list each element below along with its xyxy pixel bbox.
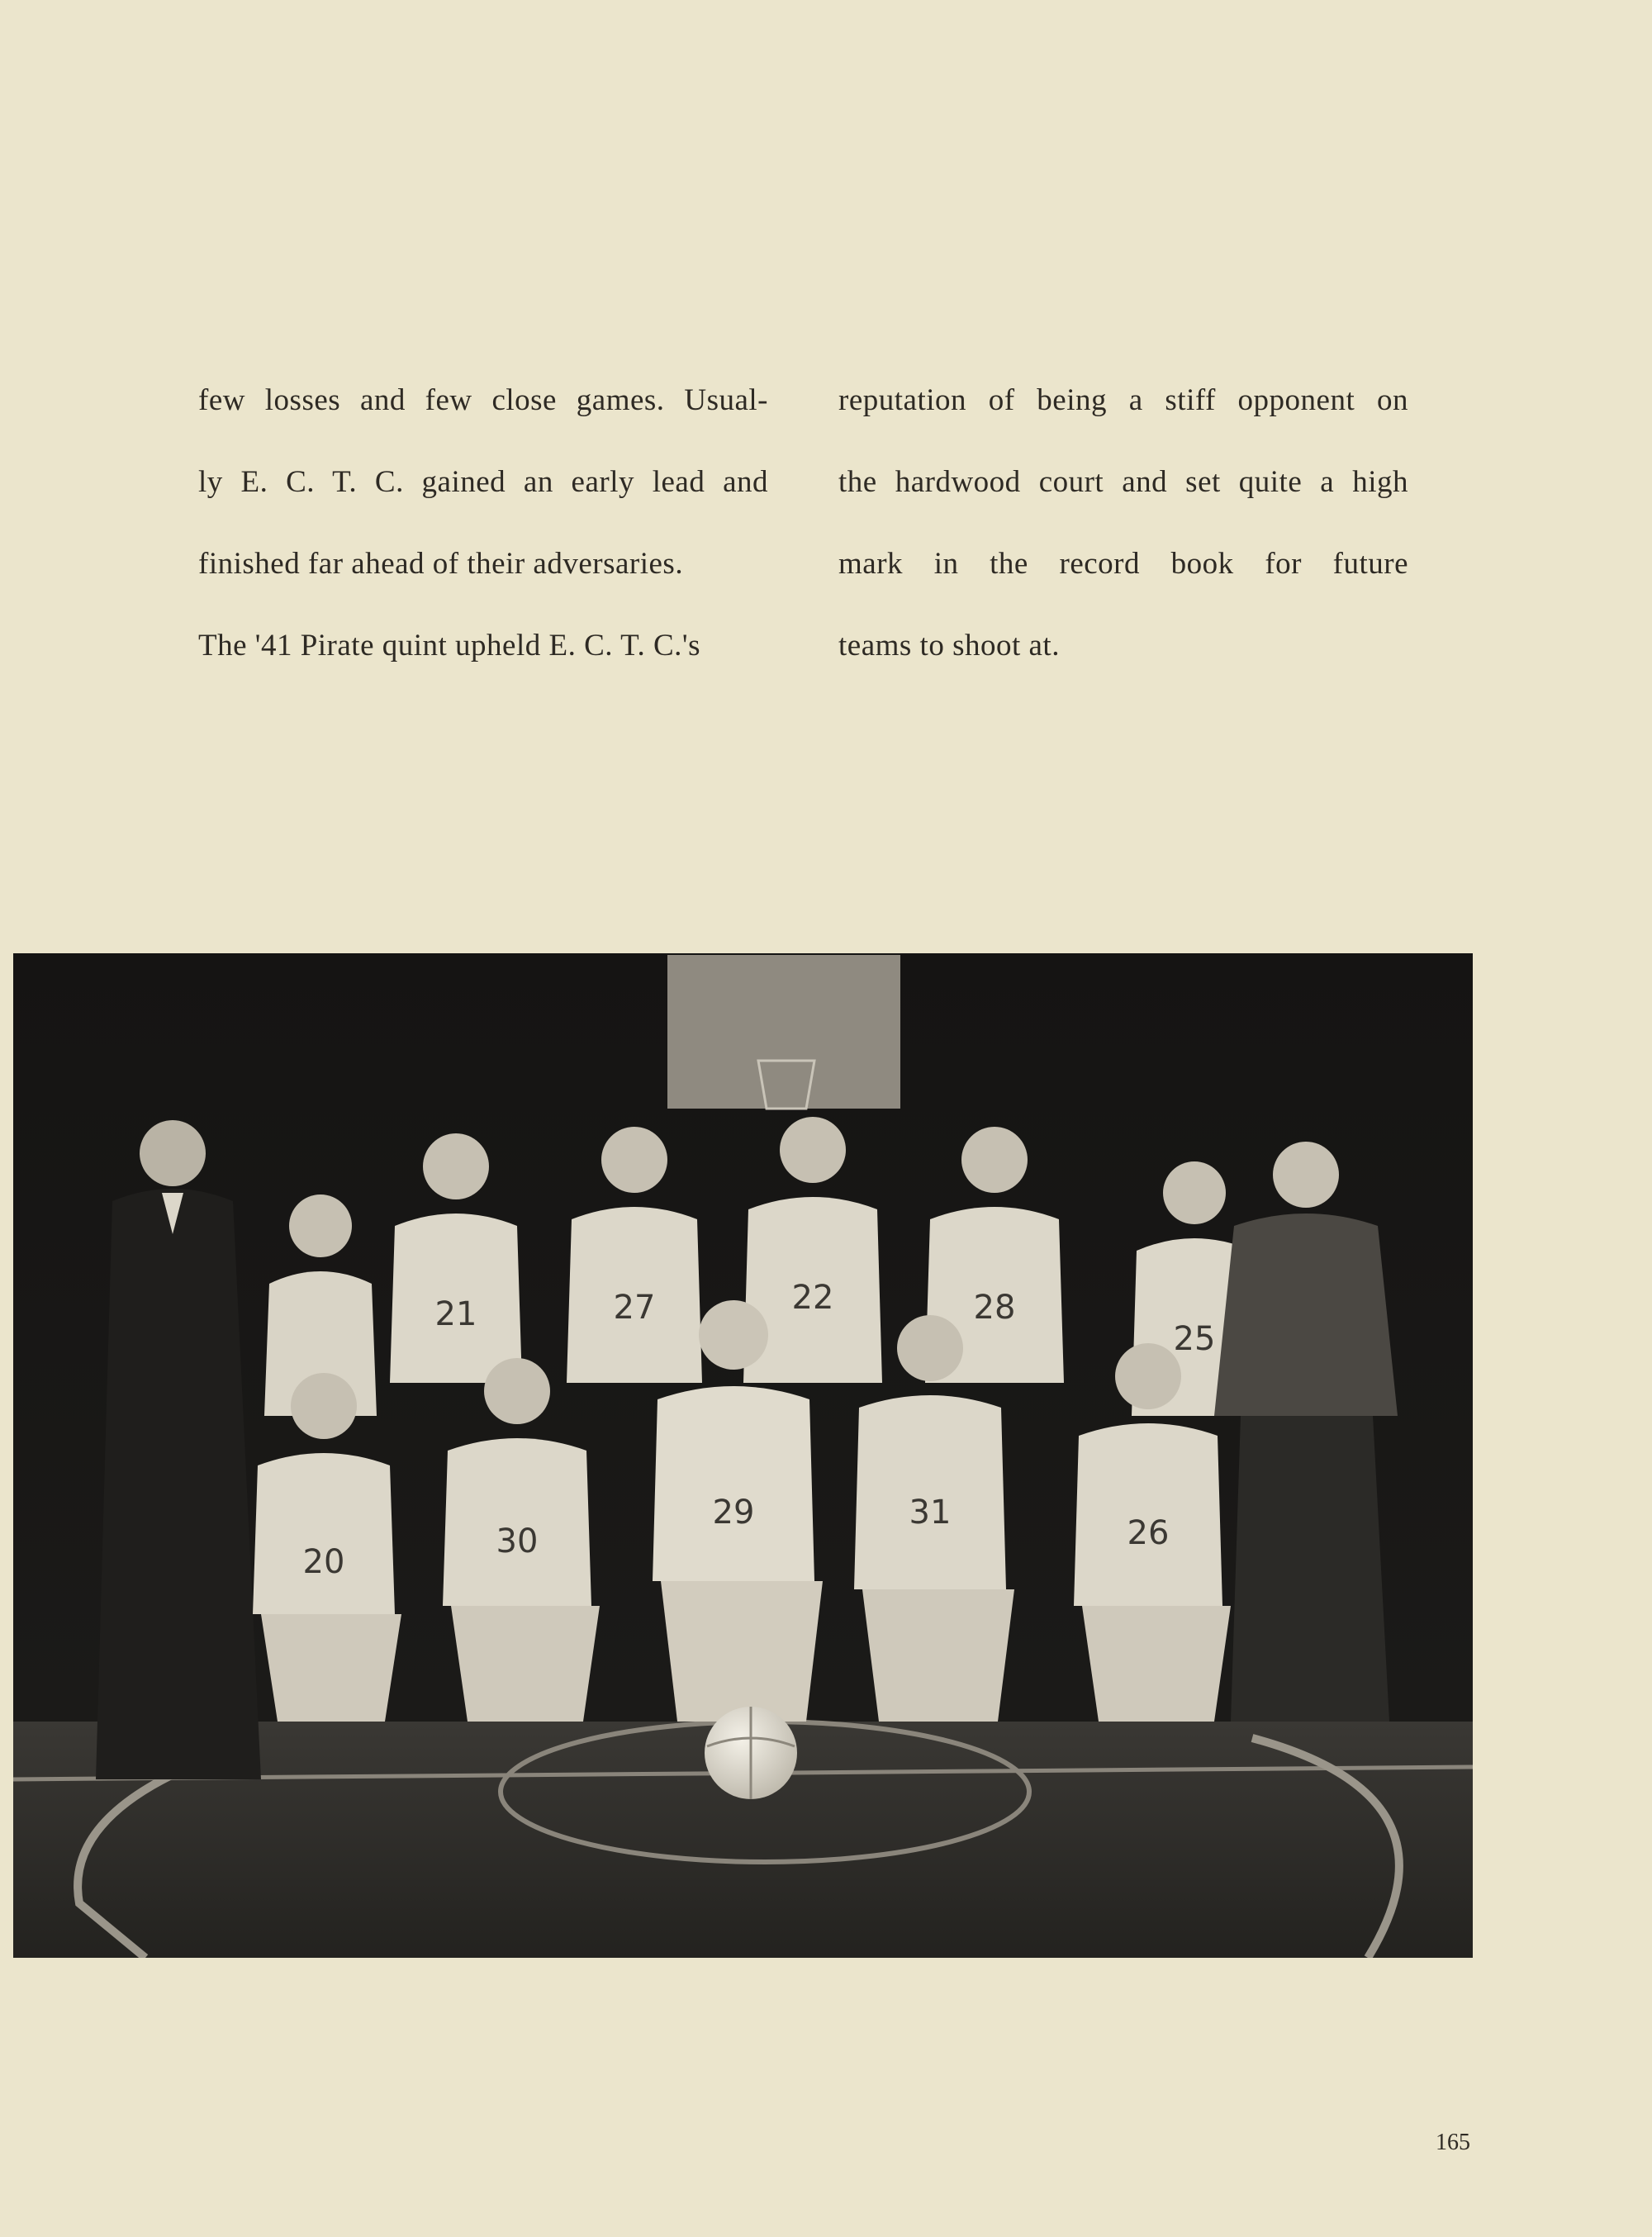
text-column-left: [198, 376, 768, 703]
jersey-number: 30: [496, 1522, 539, 1560]
jersey-number: 27: [613, 1289, 656, 1327]
jersey-number: 25: [1173, 1320, 1216, 1358]
jersey-number: 31: [909, 1494, 952, 1532]
jersey-number: 28: [973, 1289, 1016, 1327]
manager-figure: [1214, 1142, 1398, 1722]
text-line: ly E. C. T. C. gained an early lead and: [198, 465, 768, 499]
text-line: the hardwood court and set quite a high: [838, 465, 1408, 499]
text-line: finished far ahead of their adversaries.: [198, 547, 684, 581]
jersey-number: 21: [434, 1295, 477, 1333]
text-line: The '41 Pirate quint upheld E. C. T. C.'s: [198, 629, 700, 663]
text-line: reputation of being a stiff opponent on: [838, 383, 1408, 417]
text-column-right: [838, 376, 1408, 703]
jersey-number: 29: [712, 1494, 755, 1532]
jersey-number: 20: [302, 1543, 345, 1581]
text-line: teams to shoot at.: [838, 629, 1060, 663]
page-number: 165: [1436, 2130, 1470, 2155]
text-line: few losses and few close games. Usual-: [198, 383, 768, 417]
team-photo-illustration: [13, 953, 1473, 1958]
team-photo: [13, 953, 1473, 1958]
jersey-number: 26: [1127, 1514, 1170, 1552]
jersey-number: 22: [791, 1279, 834, 1317]
backboard: [667, 955, 900, 1109]
text-line: mark in the record book for future: [838, 547, 1408, 581]
